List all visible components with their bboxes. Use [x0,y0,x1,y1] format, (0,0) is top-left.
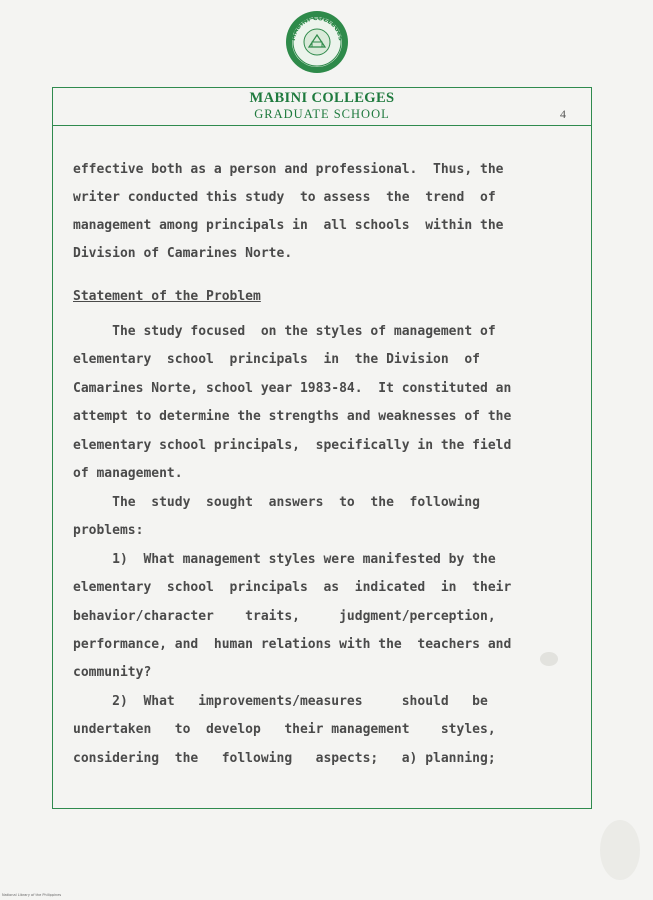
text-line: of management. [73,466,183,481]
text-line: The study sought answers to the following [73,495,480,510]
text-line: attempt to determine the strengths and weaknesses of the [73,409,512,424]
paper-smudge [540,652,558,666]
list-item-line: elementary school principals as indicated in their [73,580,512,595]
list-item-line: considering the following aspects; a) planning; [73,751,496,766]
text-line: management among principals in all schools within the [73,218,504,233]
paper-smudge [600,820,640,880]
text-line: Division of Camarines Norte. [73,246,293,261]
text-line: elementary school principals in the Division of [73,352,480,367]
page-number: 4 [560,107,566,121]
text-line: elementary school principals, specifically in the field [73,438,512,453]
school-name: GRADUATE SCHOOL [254,107,390,121]
header-rule [52,125,592,126]
section-heading: Statement of the Problem [73,289,261,304]
seal-text: MABINI COLLEGES [288,13,346,42]
list-item-line: 2) What improvements/measures should be [73,694,488,709]
list-item-line: performance, and human relations with the teachers and [73,637,512,652]
text-line: Camarines Norte, school year 1983-84. It constituted an [73,381,512,396]
college-name: MABINI COLLEGES [249,90,395,106]
text-line: The study focused on the styles of management of [73,324,496,339]
footer-credit: National Library of the Philippines [2,893,62,897]
text-line: problems: [73,523,144,538]
list-item-line: community? [73,665,152,680]
list-item-line: undertaken to develop their management styles, [73,722,496,737]
text-line: effective both as a person and professional. Thus, the [73,162,504,177]
college-seal-logo [283,9,351,75]
list-item-line: 1) What management styles were manifested by the [73,552,496,567]
text-line: writer conducted this study to assess the trend of [73,190,496,205]
list-item-line: behavior/character traits, judgment/perception, [73,609,496,624]
